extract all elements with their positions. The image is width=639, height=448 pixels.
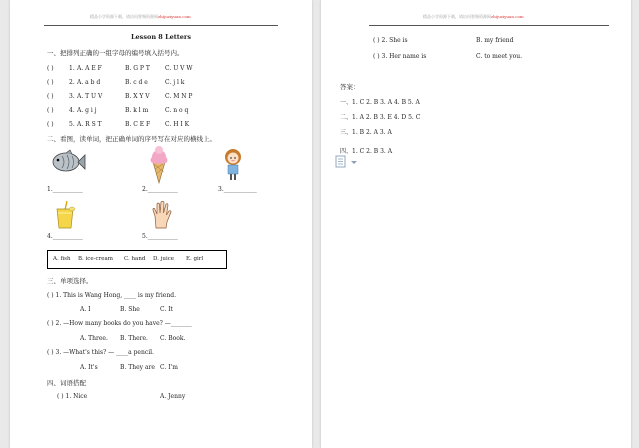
match-q3-answer: C. to meet you. <box>476 53 523 60</box>
choice-q2-opt-c: C. Book. <box>160 335 186 342</box>
q5-paren[interactable]: ( ) <box>47 121 54 128</box>
q4-opt-a: A. g i j <box>77 107 97 114</box>
q5-opt-a: A. R S T <box>77 121 102 128</box>
q3-opt-c: C. M N P <box>165 93 193 100</box>
choice-q3-opt-a: A. It's <box>80 364 98 371</box>
choice-q3-opt-b: B. They are <box>120 364 155 371</box>
match-q1-answer: A. Jenny <box>160 393 186 400</box>
q2-opt-c: C. j l k <box>165 79 185 86</box>
option-fish: A. fish <box>53 256 71 262</box>
q5-opt-c: C. H I K <box>165 121 190 128</box>
blank-1[interactable]: 1.__________ <box>47 186 83 193</box>
choice-q1[interactable]: ( ) 1. This is Wang Hong, ____ is my friend. <box>47 292 176 299</box>
blank-4[interactable]: 4.__________ <box>47 233 83 240</box>
q3-num: 3. <box>69 93 75 100</box>
answers-heading: 答案： <box>340 83 360 91</box>
q5-opt-b: B. C E F <box>125 121 151 128</box>
blank-3[interactable]: 3.___________ <box>218 186 257 193</box>
section3-heading: 三、单项选择。 <box>47 277 93 285</box>
hand-picture <box>150 200 174 230</box>
header-text: 精品小学资源下载，请访问智聚资源网 <box>90 14 158 19</box>
answer-row-1: 一、1. C 2. B 3. A 4. B 5. A <box>340 99 420 106</box>
document-options-icon[interactable] <box>335 155 361 169</box>
q1-opt-a: A. A E F <box>77 65 102 72</box>
q3-opt-a: A. T U V <box>77 93 103 100</box>
q3-opt-b: B. X Y V <box>125 93 150 100</box>
match-q2[interactable]: ( ) 2. She is <box>373 37 408 44</box>
option-juice: D. juice <box>153 256 175 262</box>
header-rule <box>369 25 609 26</box>
juice-picture <box>53 200 77 230</box>
option-girl: E. girl <box>186 256 204 262</box>
header-rule <box>44 25 278 26</box>
choice-q3[interactable]: ( ) 3. —What's this? — ____a pencil. <box>47 349 154 356</box>
q1-opt-c: C. U V W <box>165 65 193 72</box>
q2-num: 2. <box>69 79 75 86</box>
section2-heading: 二、看图，读单词，把正确单词的序号写在对应的横线上。 <box>47 135 216 143</box>
choice-q3-opt-c: C. I'm <box>160 364 178 371</box>
choice-q2-opt-b: B. There. <box>120 335 148 342</box>
section4-heading: 四、词语搭配 <box>47 379 86 387</box>
page-header <box>90 14 191 20</box>
q3-paren[interactable]: ( ) <box>47 93 54 100</box>
word-options-box <box>47 250 227 269</box>
q4-opt-c: C. n o q <box>165 107 189 114</box>
answer-row-3: 三、1. B 2. A 3. A <box>340 129 392 136</box>
q1-paren[interactable]: ( ) <box>47 65 54 72</box>
answer-row-4: 四、1. C 2. B 3. A <box>340 148 393 155</box>
fish-picture <box>50 148 86 176</box>
girl-picture <box>222 147 244 181</box>
choice-q1-opt-c: C. It <box>160 306 173 313</box>
header-text: 精品小学资源下载，请访问智聚资源网 <box>423 14 491 19</box>
lesson-title: Lesson 8 Letters <box>130 33 192 41</box>
q2-opt-b: B. c d e <box>125 79 148 86</box>
document-page-2 <box>321 0 631 448</box>
section1-heading: 一、把排列正确的一组字母的编号填入括号内。 <box>47 49 184 57</box>
choice-q2-opt-a: A. Three. <box>80 335 108 342</box>
blank-5[interactable]: 5.__________ <box>142 233 178 240</box>
q2-paren[interactable]: ( ) <box>47 79 54 86</box>
answer-row-2: 二、1. A 2. B 3. E 4. D 5. C <box>340 114 421 121</box>
q4-opt-b: B. k l m <box>125 107 149 114</box>
match-q3[interactable]: ( ) 3. Her name is <box>373 53 427 60</box>
document-page-1 <box>10 0 312 448</box>
ice-cream-picture <box>148 144 170 184</box>
match-q2-answer: B. my friend <box>476 37 514 44</box>
q1-num: 1. <box>69 65 75 72</box>
q5-num: 5. <box>69 121 75 128</box>
q4-paren[interactable]: ( ) <box>47 107 54 114</box>
blank-2[interactable]: 2.__________ <box>142 186 178 193</box>
match-q1[interactable]: ( ) 1. Nice <box>57 393 88 400</box>
q1-opt-b: B. G P T <box>125 65 150 72</box>
option-hand: C. hand <box>124 256 146 262</box>
option-ice-cream: B. ice-cream <box>78 256 113 262</box>
choice-q1-opt-b: B. She <box>120 306 140 313</box>
q4-num: 4. <box>69 107 75 114</box>
choice-q2[interactable]: ( ) 2. —How many books do you have? —_______ <box>47 320 192 327</box>
header-link[interactable]: zhijuziyuan.com <box>158 14 191 19</box>
choice-q1-opt-a: A. I <box>80 306 91 313</box>
header-link[interactable]: zhijuziyuan.com <box>491 14 524 19</box>
page-header <box>423 14 524 20</box>
q2-opt-a: A. a b d <box>77 79 101 86</box>
